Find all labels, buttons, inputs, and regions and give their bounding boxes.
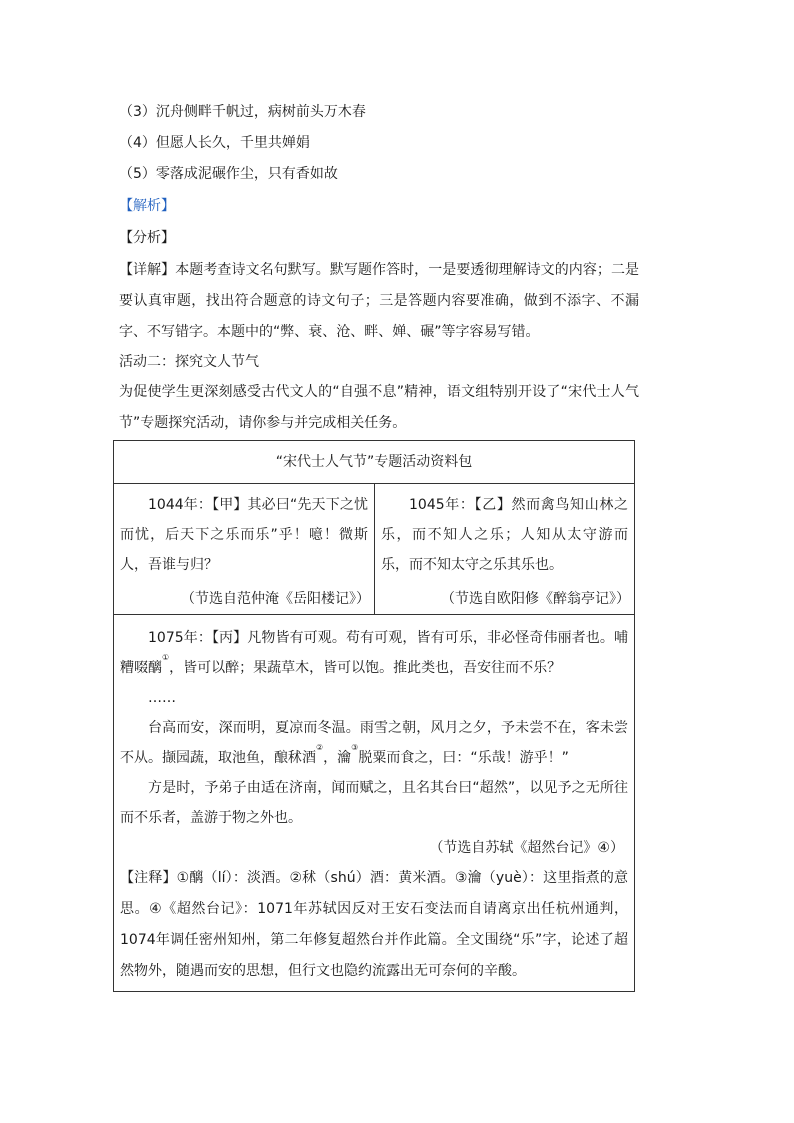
answer-5: （5）零落成泥碾作尘，只有香如故 (119, 166, 338, 182)
passage-jia-text: 1044年：【甲】其必曰“先天下之忧而忧，后天下之乐而乐”乎！噫！微斯人，吾谁与归？ (120, 497, 368, 573)
note-marker-1: ① (162, 653, 170, 662)
activity-intro: 为促使学生更深刻感受古代文人的“自强不息”精神，语文组特别开设了“宋代士人气节”专题探究活动，请你参与并完成相关任务。 (119, 384, 639, 431)
passage-jia-cell (114, 484, 375, 615)
detail-label: 【详解】 (119, 262, 176, 278)
activity-title: 活动二：探究文人节气 (119, 354, 259, 370)
answer-3: （3）沉舟侧畔千帆过，病树前头万木春 (119, 104, 366, 120)
answer-4: （4）但愿人长久，千里共婵娟 (119, 135, 310, 151)
package-title: “宋代士人气节”专题活动资料包 (114, 441, 635, 484)
passage-yi-source: （节选自欧阳修《醉翁亭记》） (441, 591, 630, 607)
notes-text: ①醨（lí）：淡酒。②秫（shú）酒：黄米酒。③瀹（yuè）：这里指煮的意思。④《超然台记》：1071年苏轼因反对王安石变法而自请离京出任杭州通判，1074年调任密州知州，第二年修复超然台并作此篇。全文围绕“乐”字，论述了超然物外，随遇而安的思想，但行文也隐约流露出无可奈何的辛酸。 (120, 870, 629, 979)
detail-paragraph (119, 255, 639, 348)
bing-p1-part-a: 1075年：【丙】凡物皆有可观。苟有可观，皆有可乐，非必怪奇伟丽者也。哺糟啜醨 (120, 630, 628, 676)
analysis-label: 【解析】 (119, 198, 175, 214)
passage-bing-p1 (120, 623, 628, 683)
passage-bing-p3: 方是时，予弟子由适在济南，闻而赋之，且名其台曰“超然”，以见予之无所往而不乐者，盖游于物之外也。 (120, 780, 628, 826)
bing-p1-part-b: ，皆可以醉；果蔬草木，皆可以饱。推此类也，吾安往而不乐？ (169, 660, 562, 676)
detail-text: 本题考查诗文名句默写。默写题作答时，一是要透彻理解诗文的内容；二是要认真审题，找出符合题意的诗文句子；三是答题内容要准确，做到不添字、不漏字、不写错字。本题中的“弊、衰、沧、畔、婵、碾”等字容易写错。 (119, 262, 640, 340)
bing-p2-part-b: ，瀹 (323, 750, 352, 766)
passage-bing-ellipsis: …… (148, 690, 176, 706)
passage-yi-cell (375, 484, 635, 615)
bing-p2-part-a: 台高而安，深而明，夏凉而冬温。雨雪之朝，风月之夕，予未尝不在，客未尝不从。撷园蔬，取池鱼，酿秫酒 (120, 720, 628, 766)
bing-p2-part-c: 脱粟而食之，曰：“乐哉！游乎！” (358, 750, 569, 766)
passage-bing-source: （节选自苏轼《超然台记》④） (429, 840, 624, 856)
passage-bing-cell (114, 615, 635, 992)
material-package-table (113, 440, 635, 992)
passage-yi-text: 1045年：【乙】然而禽鸟知山林之乐，而不知人之乐；人知从太守游而乐，而不知太守之乐其乐也。 (381, 497, 628, 573)
note-marker-3: ③ (351, 743, 359, 752)
passage-bing-notes (120, 863, 628, 987)
passage-bing-p2 (120, 713, 628, 773)
passage-jia-source: （节选自范仲淹《岳阳楼记》） (181, 591, 370, 607)
notes-label: 【注释】 (120, 870, 177, 886)
note-marker-2: ② (316, 743, 324, 752)
fenxi-label: 【分析】 (119, 230, 175, 246)
